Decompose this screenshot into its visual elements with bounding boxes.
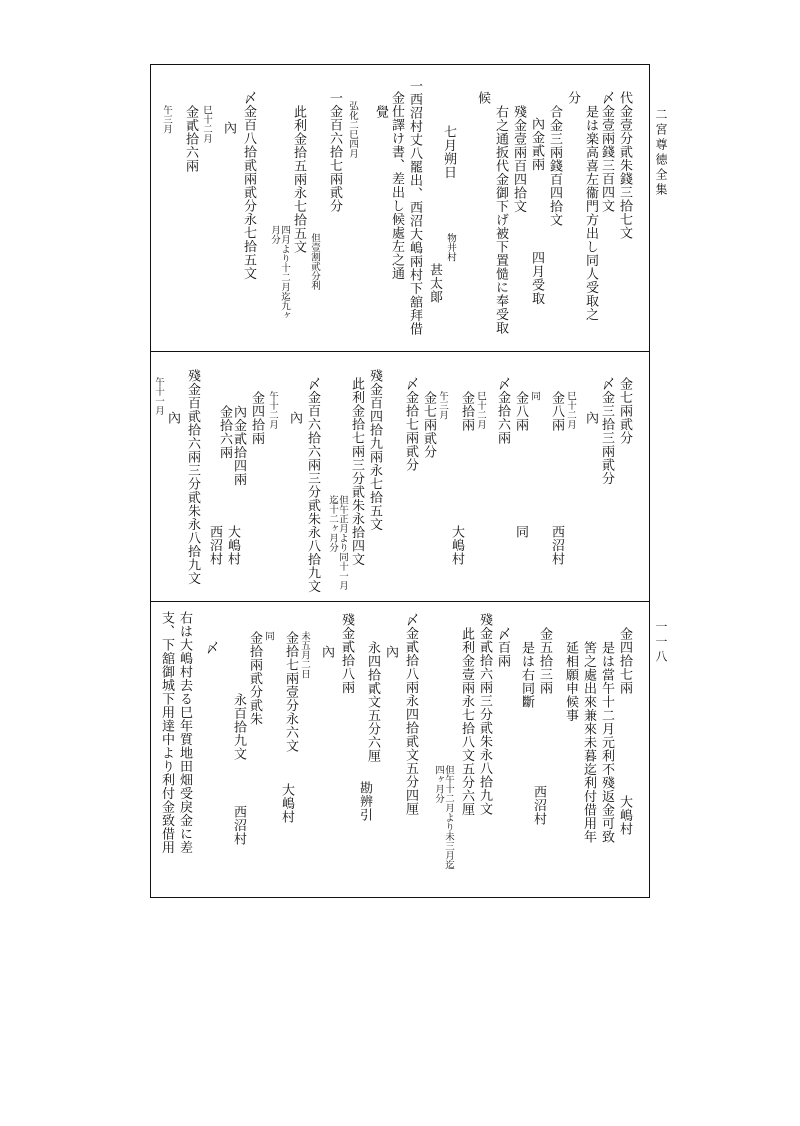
top-line-09: 右之通扳代金御下げ被下置慥に奉受取 — [493, 105, 508, 335]
bot-line-01: 金四拾七兩 — [617, 627, 632, 695]
mid-line-16: 〆金拾七兩貮分 — [403, 377, 418, 472]
top-line-16: 覺 — [373, 105, 388, 119]
top-line-18: 一金百六拾七兩貮分 — [327, 91, 342, 213]
mid-line-12: 金拾兩 — [459, 391, 474, 432]
mid-line-04: 巳十二月 — [565, 391, 576, 429]
top-line-26: 午三月 — [161, 105, 172, 134]
mid-line-21: 內 — [287, 411, 302, 425]
mid-line-07: 同 — [529, 391, 540, 401]
mid-line-08: 金八兩 — [513, 391, 528, 432]
bot-line-05: 延相願申候事 — [563, 641, 578, 722]
top-line-06: 內金貳兩 — [529, 117, 544, 171]
mid-line-01: 金七兩貮分 — [617, 377, 632, 445]
top-line-17: 弘化二巳四月 — [347, 101, 358, 158]
bot-line-24: 永百拾九文 — [231, 693, 246, 761]
bot-line-25: 西沼村 — [231, 805, 246, 846]
mid-line-28: 殘金百貮拾六兩三分貮朱永八拾九文 — [185, 369, 200, 585]
bot-line-23: 金拾兩貮分貮朱 — [247, 631, 262, 726]
mid-line-30: 午十一月 — [153, 377, 164, 415]
mid-line-02: 〆金三拾三兩貮分 — [599, 377, 614, 485]
top-line-13: 甚太郞 — [427, 263, 442, 304]
bot-line-20: 金拾七兩壹分永六文 — [283, 631, 298, 753]
bot-line-17: 殘金貳拾八兩 — [339, 613, 354, 694]
top-line-21: 四月より十二月迄九ヶ月分 — [269, 225, 290, 320]
top-line-23: 內 — [221, 121, 236, 135]
bot-line-11: 此利金壹兩永七拾八文五分六厘 — [459, 627, 474, 816]
mid-line-24: 內金貳拾四兩 — [231, 405, 246, 486]
top-line-15: 金仕譯け書、差出し候處左之通 — [389, 91, 404, 280]
bot-line-04: 筈之處出來兼來未暮迄利付借用年 — [581, 641, 596, 844]
section-divider-lower — [151, 601, 649, 602]
top-line-20: 此利金拾五兩永七拾五文 — [291, 105, 306, 254]
mid-line-26: 金拾六兩 — [217, 405, 232, 459]
mid-line-27: 西沼村 — [207, 525, 222, 566]
bot-line-22: 同 — [263, 631, 274, 641]
top-line-22: 〆金百八拾貮兩貮分永七拾五文 — [241, 91, 256, 280]
mid-line-11: 巳十二月 — [475, 391, 486, 429]
top-line-25: 金貳拾六兩 — [183, 105, 198, 173]
top-line-19: 但壹割貮分利 — [309, 233, 320, 290]
bot-line-26: 〆 — [203, 641, 218, 655]
top-line-07: 四月受取 — [529, 251, 544, 305]
page-frame — [150, 64, 650, 898]
mid-line-29: 內 — [165, 411, 180, 425]
bot-line-09: 〆百兩 — [495, 627, 510, 668]
book-title: 二宮尊徳全集 — [654, 108, 668, 198]
mid-line-17: 殘金百四拾九兩永七拾五文 — [367, 369, 382, 531]
page-number: 一一八 — [654, 620, 668, 665]
mid-line-05: 金八兩 — [549, 391, 564, 432]
bot-line-13: 〆金貳拾八兩永四拾貮文五分四厘 — [403, 613, 418, 816]
top-line-03: 是は楽高喜左衞門方出し同人受取之 — [583, 105, 598, 321]
mid-line-03: 內 — [583, 411, 598, 425]
bot-line-19: 未五月二日 — [299, 631, 310, 679]
mid-line-14: 午三月 — [437, 391, 448, 420]
top-line-08: 殘金壹兩百四拾文 — [511, 105, 526, 213]
mid-line-22: 午十二月 — [267, 391, 278, 429]
bot-line-08: 是は右同斷 — [519, 641, 534, 709]
top-line-10: 候 — [475, 91, 490, 105]
mid-line-10: 〆金拾六兩 — [495, 377, 510, 445]
bot-line-10: 殘金貳拾六兩三分貮朱永八拾九文 — [477, 613, 492, 816]
mid-line-09: 同 — [513, 525, 528, 539]
top-line-11: 七月朔日 — [441, 125, 456, 179]
mid-line-19: 但午正月より同十一月迄十二ヶ月分 — [327, 495, 348, 590]
mid-line-25: 大嶋村 — [225, 525, 240, 566]
mid-line-06: 西沼村 — [549, 525, 564, 566]
top-line-02: 〆金壹兩錢三百四文 — [599, 91, 614, 213]
bot-line-02: 大嶋村 — [617, 795, 632, 836]
top-line-01: 代金壹分貮朱錢三拾七文 — [617, 91, 632, 240]
top-line-14: 一西沼村丈八罷出、西沼大嶋兩村下舘拜借 — [407, 79, 422, 336]
bot-line-07: 西沼村 — [531, 785, 546, 826]
bot-line-15: 永四拾貳文五分六厘 — [365, 641, 380, 763]
bot-line-21: 大嶋村 — [279, 783, 294, 824]
bot-line-16: 勘辨引 — [357, 781, 372, 822]
bot-line-14: 內 — [383, 645, 398, 659]
top-line-24: 巳十二月 — [201, 105, 212, 143]
mid-line-18: 此利金拾七兩三分貮朱永拾四文 — [349, 377, 364, 566]
bot-line-03: 是は當午十二月元利不殘返金可致 — [599, 641, 614, 844]
bot-line-28: 支、下舘御城下用達中より利付金致借用 — [159, 611, 174, 854]
bot-line-27: 右は大嶋村去る巳年質地田畑受戾金に差 — [177, 611, 192, 854]
mid-line-23: 金四拾兩 — [249, 391, 264, 445]
mid-line-20: 〆金百六拾六兩三分貮朱永八拾九文 — [305, 377, 320, 593]
mid-line-13: 大嶋村 — [449, 525, 464, 566]
bot-line-12: 但午十二月より未三月迄四ヶ月分 — [433, 765, 454, 870]
top-line-05: 合金三兩錢百四拾文 — [547, 105, 562, 227]
bot-line-06: 金五拾三兩 — [537, 627, 552, 695]
section-divider-upper — [151, 351, 649, 352]
mid-line-15: 金七兩貮分 — [421, 391, 436, 459]
top-line-04: 分 — [565, 91, 580, 105]
top-line-12: 物井村 — [445, 233, 456, 262]
bot-line-18: 內 — [319, 645, 334, 659]
